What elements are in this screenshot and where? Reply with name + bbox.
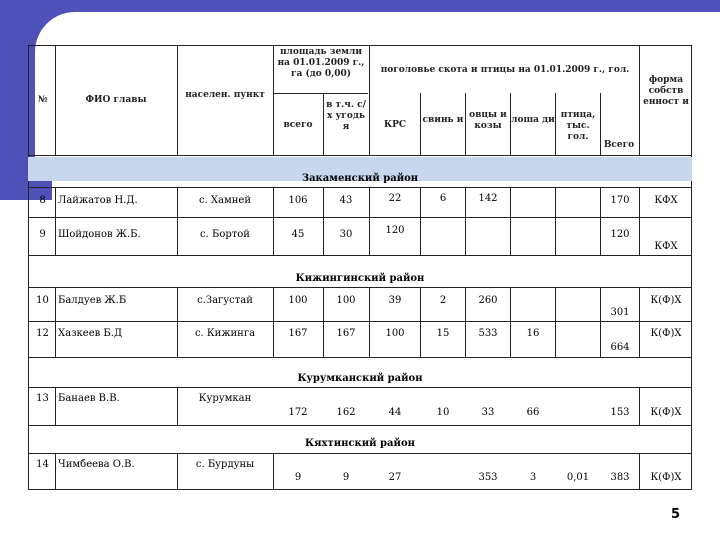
row-pigs: 2 <box>439 295 447 306</box>
line <box>28 387 692 388</box>
line <box>465 287 466 357</box>
line <box>273 45 274 155</box>
line <box>369 287 370 357</box>
row-land-agri: 43 <box>339 195 353 206</box>
line <box>420 187 421 255</box>
row-form: К(Ф)Х <box>650 407 682 418</box>
header-land: площадь земли на 01.01.2009 г., га (до 0,00) <box>277 47 365 79</box>
header-ownership: форма собств енност и <box>643 75 689 107</box>
header-total: Всего <box>603 140 635 150</box>
row-pigs: 6 <box>439 193 447 204</box>
row-num: 10 <box>36 295 49 306</box>
header-num: № <box>37 95 48 105</box>
line <box>555 187 556 255</box>
line <box>323 187 324 255</box>
row-poultry: 0,01 <box>566 472 590 483</box>
row-land-agri: 30 <box>339 229 353 240</box>
line <box>639 45 640 155</box>
page-number: 5 <box>670 507 680 522</box>
row-land-total: 172 <box>288 407 308 418</box>
row-sheep: 260 <box>478 295 498 306</box>
row-krs: 120 <box>385 225 405 236</box>
row-land-agri: 9 <box>342 472 350 483</box>
row-total: 664 <box>610 342 630 353</box>
row-num: 14 <box>36 459 49 470</box>
row-form: К(Ф)Х <box>650 328 682 339</box>
header-livestock: поголовье скота и птицы на 01.01.2009 г., гол. <box>380 65 630 75</box>
line <box>600 187 601 255</box>
row-fio: Чимбеева О.В. <box>58 459 135 470</box>
district-title: Кяхтинский район <box>305 438 415 449</box>
line <box>28 45 692 46</box>
line <box>273 453 274 489</box>
line <box>28 217 692 218</box>
header-land-total: всего <box>283 120 313 130</box>
line <box>639 453 640 489</box>
row-locality: с. Кижинга <box>194 328 256 339</box>
line <box>420 93 421 155</box>
line <box>510 287 511 357</box>
header-fio: ФИО главы <box>85 95 147 105</box>
line <box>420 287 421 357</box>
line <box>323 93 324 155</box>
line <box>28 255 692 256</box>
row-locality: Курумкан <box>198 393 252 404</box>
row-land-total: 9 <box>294 472 302 483</box>
row-fio: Шойдонов Ж.Б. <box>58 229 141 240</box>
row-form: К(Ф)Х <box>650 295 682 306</box>
row-locality: с.Загустай <box>197 295 253 306</box>
line <box>55 187 56 255</box>
row-land-agri: 100 <box>336 295 356 306</box>
row-total: 170 <box>610 195 630 206</box>
row-fio: Балдуев Ж.Б <box>58 295 127 306</box>
line <box>55 387 56 425</box>
line <box>639 387 640 425</box>
line <box>369 187 370 255</box>
line <box>555 93 556 155</box>
line <box>323 287 324 357</box>
header-poultry: птица, тыс. гол. <box>560 110 596 142</box>
line <box>28 155 692 156</box>
row-land-total: 100 <box>288 295 308 306</box>
line <box>28 287 692 288</box>
line <box>55 45 56 155</box>
line <box>28 45 29 490</box>
line <box>177 187 178 255</box>
line <box>465 187 466 255</box>
line <box>55 453 56 489</box>
line <box>28 357 692 358</box>
header-sheep: овцы и козы <box>469 110 507 131</box>
row-form: КФХ <box>654 241 678 252</box>
line <box>510 187 511 255</box>
line <box>28 453 692 454</box>
line <box>274 93 368 94</box>
row-total: 301 <box>610 307 630 318</box>
line <box>177 453 178 489</box>
district-title: Кижингинский район <box>295 273 425 284</box>
row-total: 153 <box>610 407 630 418</box>
header-land-agri: в т.ч. с/х угодь я <box>326 100 366 132</box>
line <box>555 287 556 357</box>
line <box>369 45 370 155</box>
row-sheep: 353 <box>478 472 498 483</box>
row-sheep: 142 <box>478 193 498 204</box>
row-land-agri: 162 <box>336 407 356 418</box>
row-pigs: 15 <box>436 328 450 339</box>
line <box>691 45 692 490</box>
line <box>177 287 178 357</box>
line <box>177 45 178 155</box>
row-total: 120 <box>610 229 630 240</box>
line <box>28 489 692 490</box>
row-land-agri: 167 <box>336 328 356 339</box>
row-locality: с. Бурдуны <box>195 459 255 470</box>
header-horses: лоша ди <box>511 115 555 125</box>
header-locality: населен. пункт <box>185 90 265 100</box>
row-form: КФХ <box>654 195 678 206</box>
line <box>28 425 692 426</box>
row-land-total: 45 <box>291 229 305 240</box>
row-fio: Лайжатов Н.Д. <box>58 195 138 206</box>
row-krs: 22 <box>388 193 402 204</box>
data-table <box>28 45 692 490</box>
row-krs: 39 <box>388 295 402 306</box>
line <box>600 93 601 155</box>
district-title: Закаменский район <box>301 173 419 184</box>
header-pigs: свинь и <box>422 115 464 125</box>
row-land-total: 106 <box>288 195 308 206</box>
row-total: 383 <box>610 472 630 483</box>
line <box>28 321 692 322</box>
line <box>177 387 178 425</box>
header-krs: КРС <box>383 120 407 130</box>
row-num: 12 <box>36 328 49 339</box>
row-horses: 3 <box>529 472 537 483</box>
row-fio: Банаев В.В. <box>58 393 120 404</box>
line <box>639 287 640 357</box>
row-num: 13 <box>36 393 49 404</box>
row-krs: 100 <box>385 328 405 339</box>
row-krs: 27 <box>388 472 402 483</box>
row-sheep: 533 <box>478 328 498 339</box>
row-num: 8 <box>39 195 46 206</box>
line <box>639 187 640 255</box>
line <box>465 93 466 155</box>
line <box>600 287 601 357</box>
line <box>28 187 692 188</box>
row-krs: 44 <box>388 407 402 418</box>
row-locality: с. Бортой <box>200 229 250 240</box>
row-land-total: 167 <box>288 328 308 339</box>
row-sheep: 33 <box>481 407 495 418</box>
row-horses: 16 <box>526 328 540 339</box>
row-fio: Хазкеев Б.Д <box>58 328 123 339</box>
line <box>55 287 56 357</box>
row-locality: с. Хамней <box>198 195 252 206</box>
district-title: Курумканский район <box>297 373 423 384</box>
row-form: К(Ф)Х <box>650 472 682 483</box>
row-pigs: 10 <box>436 407 450 418</box>
line <box>510 93 511 155</box>
line <box>273 187 274 255</box>
row-num: 9 <box>39 229 46 240</box>
line <box>273 287 274 357</box>
row-horses: 66 <box>526 407 540 418</box>
